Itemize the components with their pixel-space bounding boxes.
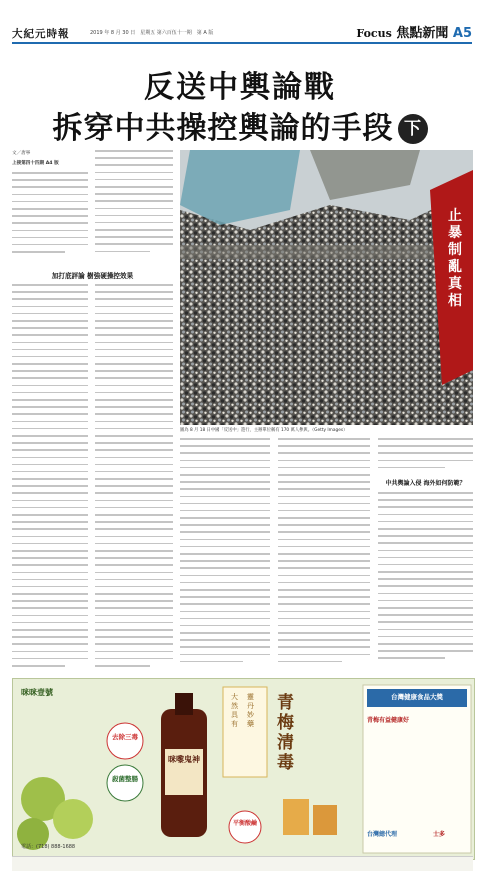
article-text-block — [12, 284, 88, 672]
header-rule — [12, 42, 472, 44]
ad-distributor: 台灣總代理 — [367, 831, 398, 838]
ad-circle-3: 平衡酸鹼 — [233, 820, 258, 827]
ad-side-subtitle: 青梅有益健康好 — [367, 717, 410, 724]
part-badge: 下 — [398, 114, 428, 144]
photo-caption: 圖為 8 月 18 日中國「反送中」遊行，主辦單位稱有 170 萬人參與。（Getty Images） — [180, 428, 348, 433]
section-en: Focus — [356, 27, 392, 40]
ad-brand: 咪咪壹號 — [21, 688, 53, 697]
section-label — [356, 22, 472, 41]
article-text-block — [278, 438, 370, 672]
section-zh: 焦點新聞 — [396, 26, 449, 41]
ad-footer-strip — [12, 856, 473, 871]
ad-artwork — [13, 679, 474, 859]
headline-line-2-text: 拆穿中共操控輿論的手段 — [52, 111, 394, 146]
headline-line-2 — [0, 103, 480, 147]
ad-vertical-main: 青梅清毒 — [277, 693, 294, 773]
byline: 文／唐寧 — [12, 151, 31, 156]
article-text-block — [12, 172, 88, 264]
headline-line-1: 反送中輿論戰 — [144, 70, 336, 105]
ad-vertical-side-2: 靈丹妙藥 — [247, 693, 254, 728]
ad-brand-right: 士多 — [433, 831, 446, 838]
protest-photo — [180, 150, 473, 425]
subhead-right: 中共輿論入侵 海外如何防範？ — [385, 480, 466, 487]
lead-label: 上接第四十四期 A4 版 — [12, 161, 59, 166]
banner-text: 止暴制亂真相 — [448, 208, 462, 309]
page-number: A5 — [452, 26, 472, 41]
article-text-block — [180, 438, 270, 672]
article-text-block — [95, 150, 173, 264]
article-text-block — [378, 492, 473, 672]
ad-side-title: 台灣健康食品大獎 — [391, 693, 443, 701]
ad-circle-1: 去除三毒 — [112, 733, 138, 741]
issue-date: 2019 年 8 月 30 日 星期五 第六百伍十一期 第 A 版 — [90, 30, 214, 36]
ad-circle-2: 殺菌整腸 — [112, 775, 138, 783]
masthead-logo: 大紀元時報 — [12, 28, 70, 40]
article-text-block — [378, 438, 473, 474]
ad-bottle-label: 咪嚟鬼神 — [168, 755, 200, 764]
ad-vertical-side-1: 大然具有 — [231, 693, 238, 728]
crowd-illustration — [180, 150, 473, 425]
article-text-block — [95, 284, 173, 672]
ad-phone: 電話：(718) 888-1688 — [21, 844, 76, 850]
advertisement — [12, 678, 475, 860]
subhead-left: 加打底評論 樹強硬操控效果 — [51, 272, 134, 280]
